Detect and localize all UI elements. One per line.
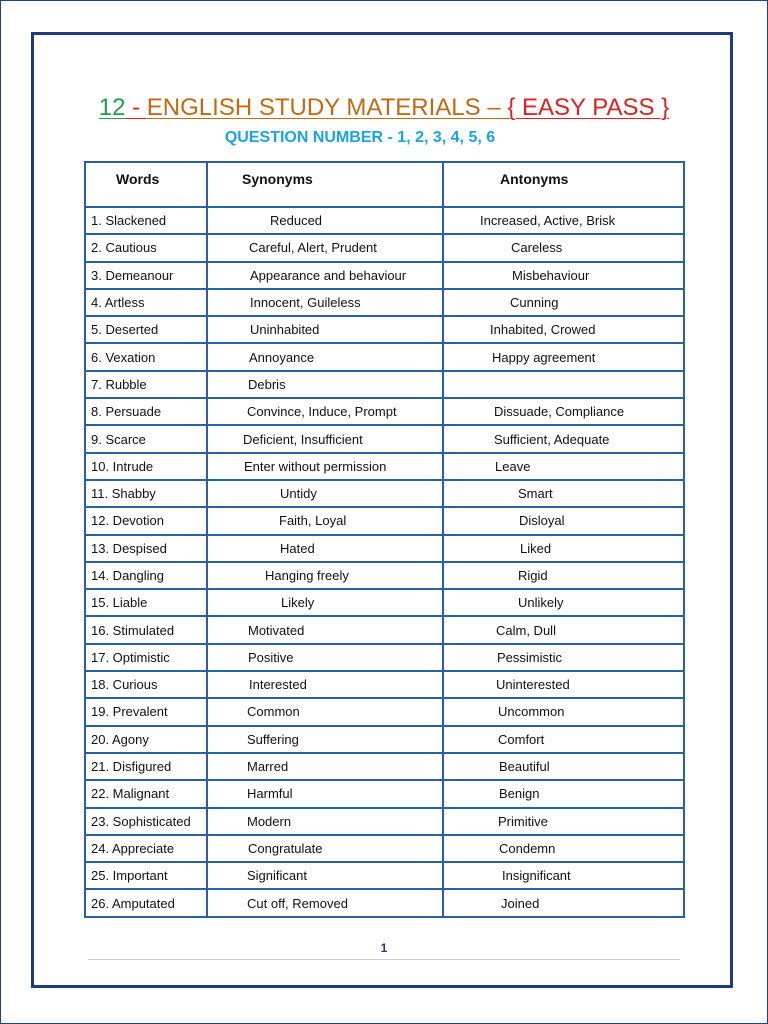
word-cell: 5. Deserted [85,316,207,343]
header-words: Words [85,162,207,207]
table-row [85,398,684,425]
synonym-cell: Hanging freely [207,562,443,589]
synonym-cell: Common [207,698,443,725]
antonym-cell: Misbehaviour [443,262,684,289]
antonym-cell: Sufficient, Adequate [443,425,684,452]
page-number: 1 [380,941,388,955]
antonym-cell: Benign [443,780,684,807]
antonym-cell: Insignificant [443,862,684,889]
word-cell: 9. Scarce [85,425,207,452]
header-synonyms: Synonyms [207,162,443,207]
word-cell: 13. Despised [85,535,207,562]
table-row [85,835,684,862]
word-cell: 1. Slackened [85,207,207,234]
synonym-cell: Convince, Induce, Prompt [207,398,443,425]
word-cell: 7. Rubble [85,371,207,398]
word-cell: 15. Liable [85,589,207,616]
table-row [85,234,684,261]
table-row [85,262,684,289]
synonym-cell: Significant [207,862,443,889]
word-cell: 8. Persuade [85,398,207,425]
antonym-cell: Uncommon [443,698,684,725]
synonym-cell: Interested [207,671,443,698]
synonym-cell: Marred [207,753,443,780]
synonym-cell: Motivated [207,616,443,643]
antonym-cell: Liked [443,535,684,562]
antonym-cell: Beautiful [443,753,684,780]
table-row [85,780,684,807]
word-cell: 16. Stimulated [85,616,207,643]
antonym-cell: Cunning [443,289,684,316]
synonym-cell: Faith, Loyal [207,507,443,534]
table-row [85,562,684,589]
table-row [85,726,684,753]
synonym-cell: Cut off, Removed [207,889,443,916]
table-row [85,671,684,698]
word-cell: 26. Amputated [85,889,207,916]
antonym-cell [443,371,684,398]
footer-divider [88,959,680,960]
word-cell: 4. Artless [85,289,207,316]
word-cell: 17. Optimistic [85,644,207,671]
synonym-cell: Deficient, Insufficient [207,425,443,452]
antonym-cell: Comfort [443,726,684,753]
synonym-cell: Reduced [207,207,443,234]
question-number-subtitle: QUESTION NUMBER - 1, 2, 3, 4, 5, 6 [224,129,496,146]
synonym-cell: Annoyance [207,343,443,370]
synonym-cell: Positive [207,644,443,671]
document-title [0,92,768,124]
table-row [85,644,684,671]
table-row [85,425,684,452]
word-cell: 3. Demeanour [85,262,207,289]
word-cell: 22. Malignant [85,780,207,807]
title-number: 12 [98,94,126,121]
antonym-cell: Careless [443,234,684,261]
word-cell: 12. Devotion [85,507,207,534]
table-row [85,343,684,370]
antonym-cell: Increased, Active, Brisk [443,207,684,234]
word-cell: 20. Agony [85,726,207,753]
table-row [85,507,684,534]
antonym-cell: Calm, Dull [443,616,684,643]
antonym-cell: Inhabited, Crowed [443,316,684,343]
table-row [85,808,684,835]
word-cell: 24. Appreciate [85,835,207,862]
synonym-cell: Modern [207,808,443,835]
synonym-cell: Debris [207,371,443,398]
table-row [85,616,684,643]
title-main: ENGLISH STUDY MATERIALS – [146,94,508,121]
antonym-cell: Dissuade, Compliance [443,398,684,425]
table-row [85,753,684,780]
antonym-cell: Rigid [443,562,684,589]
table-row [85,316,684,343]
synonym-cell: Careful, Alert, Prudent [207,234,443,261]
table-row [85,862,684,889]
word-cell: 19. Prevalent [85,698,207,725]
synonym-cell: Suffering [207,726,443,753]
antonym-cell: Primitive [443,808,684,835]
table-row [85,589,684,616]
synonym-cell: Innocent, Guileless [207,289,443,316]
synonym-cell: Enter without permission [207,453,443,480]
word-cell: 23. Sophisticated [85,808,207,835]
vocabulary-table [84,161,685,918]
synonym-cell: Untidy [207,480,443,507]
table-row [85,371,684,398]
antonym-cell: Happy agreement [443,343,684,370]
antonym-cell: Disloyal [443,507,684,534]
synonym-cell: Congratulate [207,835,443,862]
antonym-cell: Leave [443,453,684,480]
synonym-cell: Likely [207,589,443,616]
synonym-cell: Harmful [207,780,443,807]
word-cell: 18. Curious [85,671,207,698]
antonym-cell: Pessimistic [443,644,684,671]
word-cell: 2. Cautious [85,234,207,261]
table-row [85,480,684,507]
antonym-cell: Uninterested [443,671,684,698]
table-body [85,207,684,917]
word-cell: 6. Vexation [85,343,207,370]
table-row [85,207,684,234]
antonym-cell: Smart [443,480,684,507]
word-cell: 14. Dangling [85,562,207,589]
table-row [85,453,684,480]
header-antonyms: Antonyms [443,162,684,207]
word-cell: 21. Disfigured [85,753,207,780]
antonym-cell: Condemn [443,835,684,862]
word-cell: 25. Important [85,862,207,889]
synonym-cell: Appearance and behaviour [207,262,443,289]
table-row [85,698,684,725]
title-dash: - [125,94,147,121]
antonym-cell: Joined [443,889,684,916]
table-row [85,535,684,562]
word-cell: 11. Shabby [85,480,207,507]
synonym-cell: Uninhabited [207,316,443,343]
word-cell: 10. Intrude [85,453,207,480]
title-easy-pass: { EASY PASS } [507,94,670,121]
synonym-cell: Hated [207,535,443,562]
antonym-cell: Unlikely [443,589,684,616]
table-row [85,889,684,916]
table-row [85,289,684,316]
table-header-row [85,162,684,207]
